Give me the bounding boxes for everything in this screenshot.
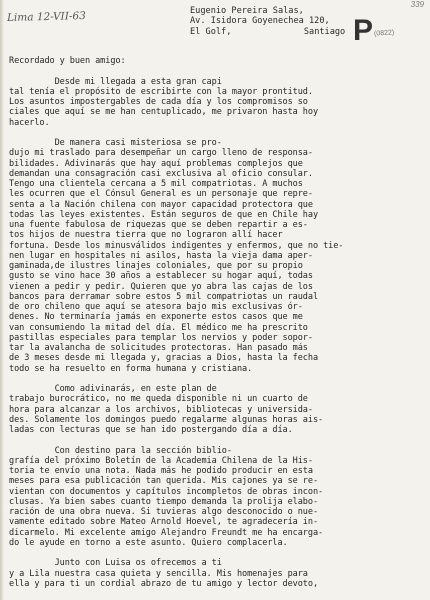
paragraph-gap [9, 435, 421, 445]
text-line: senta a la Nación chilena con mayor capacidad protectora que [9, 199, 313, 210]
text-line: dujo mi traslado para desempeñar un cargo lleno de responsa- [9, 148, 313, 159]
letter-body [9, 56, 421, 589]
text-line: Con destino para la sección biblio- [9, 445, 232, 456]
text-line: vientan con documentos y capítulos incompletos de obras incon- [9, 486, 324, 497]
text-line: ella y para ti un cordial abrazo de tu amigo y lector devoto, [9, 578, 319, 589]
text-line: dicarmelo. Mi excelente amigo Alejandro Freundt me ha encarga- [9, 527, 324, 538]
text-line: hora para alcanzar a los archivos, bibliotecas y universida- [9, 404, 313, 415]
text-line: demandan una consagración casi exclusiva al oficio consular. [9, 168, 313, 179]
text-line: todo se ha resuelto en forma humana y cristiana. [9, 363, 253, 374]
handwritten-date: Lima 12-VII-63 [6, 9, 86, 25]
text-line: les ocurren que el Cónsul General es un personaje que repre- [9, 189, 313, 200]
text-line: de 3 meses desde mi llegada y, gracias a Dios, hasta la fecha [9, 353, 319, 364]
text-line: vamente editado sobre Mateo Arnold Hoevel, te agradecería in- [9, 517, 319, 528]
text-line: fortuna. Desde los minusválidos indigentes y enfermos, que no tie- [9, 240, 344, 251]
text-line: clusas. Ya bien sabes cuanto tiempo demanda la prolija elabo- [9, 496, 319, 507]
text-line: trabajo burocrático, no me queda disponible ni un cuarto de [9, 394, 308, 405]
text-line: tos hijos de nuestra tierra que no lograron allí hacer [9, 230, 283, 241]
text-line: y a Lila nuestra casa quieta y sencilla. Mis homenajes para [9, 568, 308, 579]
sender-address [190, 6, 345, 37]
letter-paragraphs [9, 66, 421, 589]
text-line: des. Solamente los domingos puedo regalarme algunas horas ais- [9, 414, 324, 425]
text-line: meses para esa publicación tan querida. Mis cajones ya se re- [9, 476, 319, 487]
text-line: gusto se vino hace 30 años a establecer su hogar aquí, todas [9, 271, 313, 282]
paragraph [9, 77, 421, 128]
stamp-letter: P [353, 14, 374, 47]
text-line: nen lugar en hospitales ni asilos, hasta la vieja dama aper- [9, 250, 313, 261]
text-line: Tengo una clientela cercana a 5 mil compatriotas. A muchos [9, 179, 303, 189]
sender-city [190, 27, 345, 37]
text-line: Como adivinarás, en este plan de [9, 384, 217, 394]
page-edge-shadow [0, 0, 4, 600]
paragraph [9, 446, 421, 549]
text-line: ciales que aquí se me han centuplicado, me privaron hasta hoy [9, 107, 319, 118]
text-line: van consumiendo la mitad del día. El médico me ha prescrito [9, 322, 308, 333]
sender-city-name: El Golf, [190, 26, 232, 37]
text-line: tar la avalancha de solicitudes protectoras. Han pasado más [9, 343, 308, 353]
paragraph [9, 138, 421, 374]
text-line: toria te envío una nota. Nada más he podido producir en esta [9, 466, 313, 476]
text-line: tal tenía el propósito de escribirte con la mayor prontitud. [9, 86, 313, 97]
paragraph-gap [9, 548, 421, 558]
stamp-code: (0822) [373, 29, 395, 38]
sender-street: Av. Isidora Goyenechea 120, [190, 16, 330, 27]
text-line: de oro chileno que aquí se atesora bajo mis exclusivas ór- [9, 302, 303, 312]
text-line: Los asuntos impostergables de cada día y los compromisos so [9, 97, 308, 107]
text-line: De manera casi misteriosa se pro- [9, 138, 222, 148]
text-line: bancos para derramar sobre estos 5 mil compatriotas un raudal [9, 291, 319, 302]
paragraph-gap [9, 66, 421, 76]
text-line: Junto con Luisa os ofrecemos a ti [9, 558, 222, 569]
text-line: ladas con lecturas que se han ido postergando día a día. [9, 425, 293, 435]
text-line: do le ayude en torno a este asunto. Quiero complacerla. [9, 537, 288, 548]
text-line: grafía del próximo Boletín de la Academia Chilena de la His- [9, 455, 313, 466]
paragraph-gap [9, 374, 421, 384]
text-line: gaminada,de ilustres linajes coloniales, que por su propio [9, 261, 303, 271]
text-line: pastillas especiales para templar los nervios y poder sopor- [9, 332, 313, 343]
text-line: vienen a pedir y pedir. Quieren que yo abra las cajas de los [9, 281, 313, 292]
paragraph [9, 384, 421, 435]
paragraph-gap [9, 128, 421, 138]
sender-name: Eugenio Pereira Salas, [190, 6, 304, 16]
text-line: hacerlo. [9, 117, 50, 128]
paragraph [9, 558, 421, 589]
text-line: ración de una obra nueva. Si tuvieras algo desconocido o nue- [9, 507, 319, 517]
sender-country: Santiago [303, 26, 346, 37]
text-line: Desde mi llegada a esta gran capi [9, 76, 222, 87]
text-line: una fuente fabulosa de riquezas que se deben repartir a es- [9, 220, 308, 230]
salutation: Recordado y buen amigo: [9, 56, 126, 66]
text-line: denes. No terminaría jamás en exponerte estos casos que me [9, 312, 303, 323]
text-line: bilidades. Adivinarás que hay aquí problemas complejos que [9, 158, 303, 169]
text-line: todas las leyes existentes. Están seguros de que en Chile hay [9, 209, 319, 220]
page-number: 339 [410, 0, 424, 9]
